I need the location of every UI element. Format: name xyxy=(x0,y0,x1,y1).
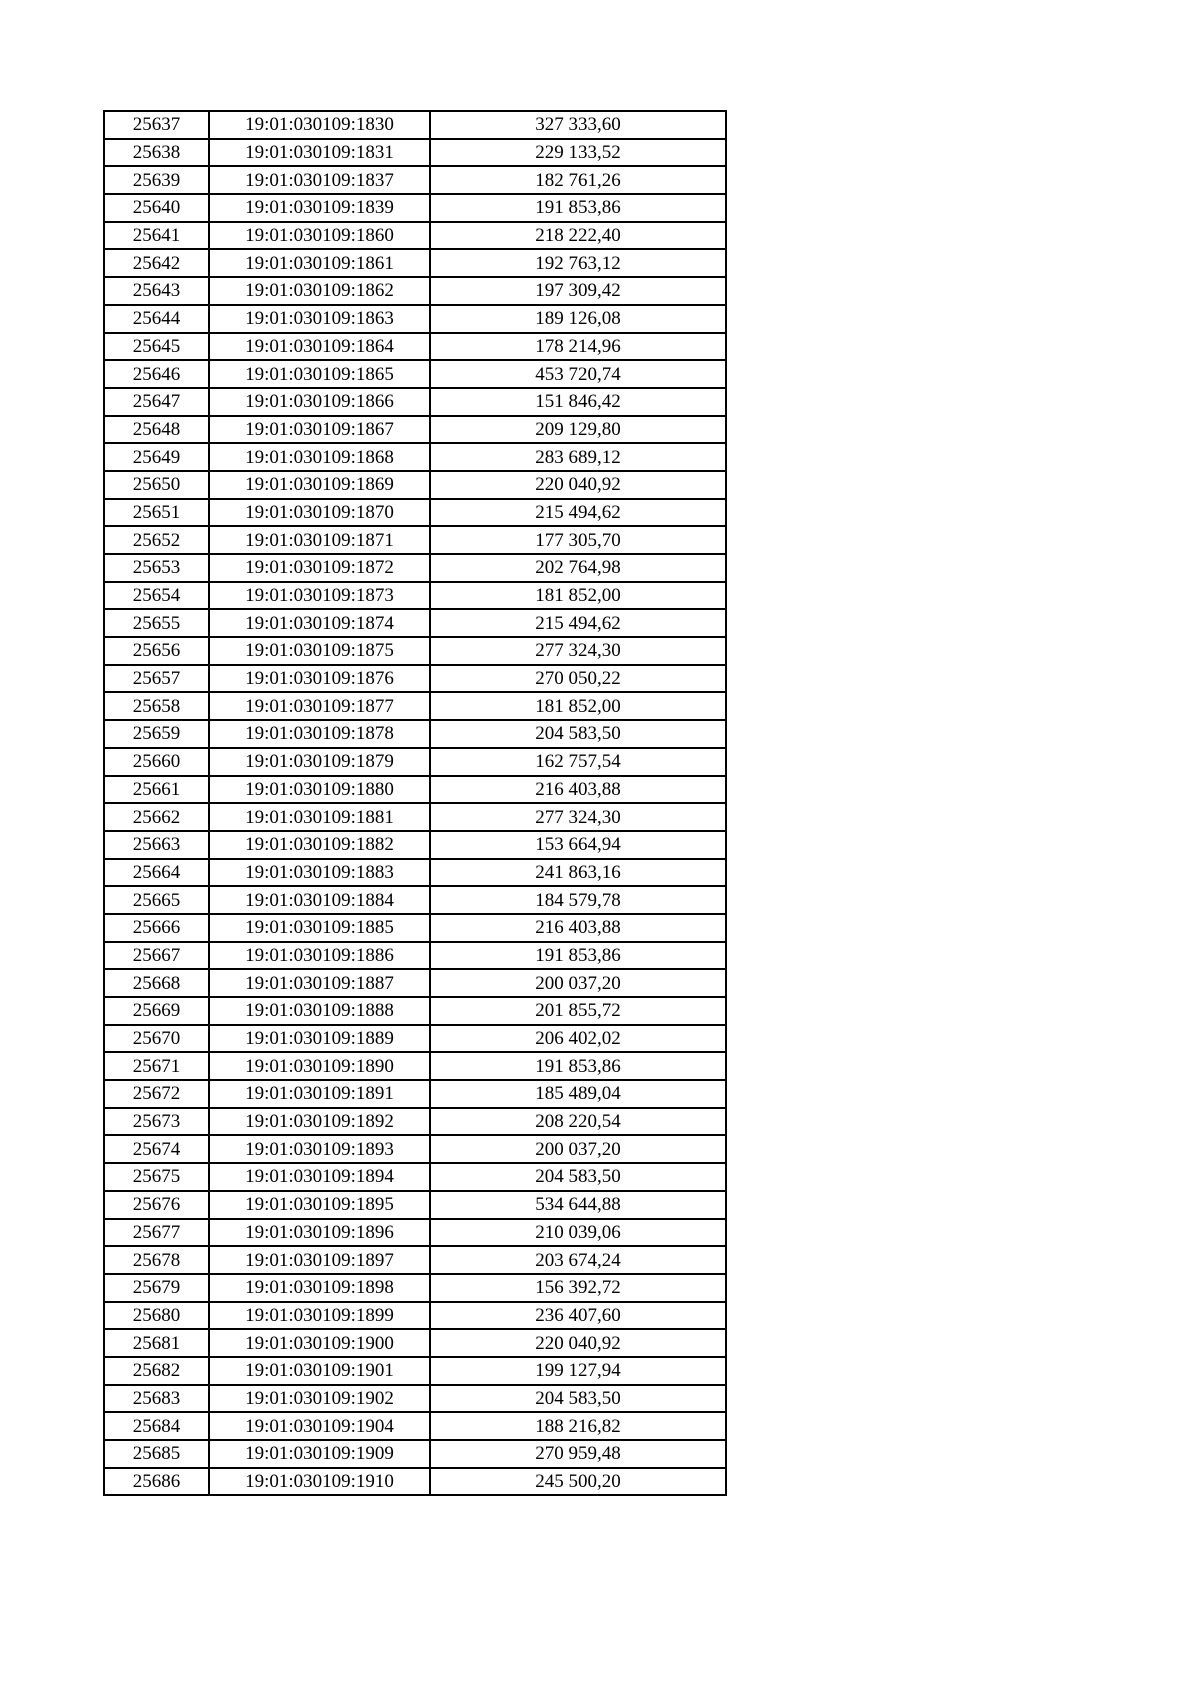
value-cell: 151 846,42 xyxy=(430,388,726,416)
row-number-cell: 25665 xyxy=(104,886,209,914)
table-row xyxy=(104,388,726,416)
cadastral-number-cell: 19:01:030109:1861 xyxy=(209,249,430,277)
cadastral-number-cell: 19:01:030109:1897 xyxy=(209,1246,430,1274)
cadastral-number-cell: 19:01:030109:1909 xyxy=(209,1440,430,1468)
table-row xyxy=(104,526,726,554)
row-number-cell: 25639 xyxy=(104,166,209,194)
row-number-cell: 25679 xyxy=(104,1274,209,1302)
row-number-cell: 25669 xyxy=(104,997,209,1025)
table-row xyxy=(104,333,726,361)
row-number-cell: 25657 xyxy=(104,665,209,693)
row-number-cell: 25667 xyxy=(104,942,209,970)
row-number-cell: 25662 xyxy=(104,803,209,831)
row-number-cell: 25652 xyxy=(104,526,209,554)
value-cell: 181 852,00 xyxy=(430,692,726,720)
row-number-cell: 25649 xyxy=(104,443,209,471)
value-cell: 277 324,30 xyxy=(430,803,726,831)
table-row xyxy=(104,748,726,776)
table-row xyxy=(104,886,726,914)
cadastral-number-cell: 19:01:030109:1872 xyxy=(209,554,430,582)
value-cell: 188 216,82 xyxy=(430,1412,726,1440)
table-row xyxy=(104,249,726,277)
table-row xyxy=(104,1219,726,1247)
cadastral-number-cell: 19:01:030109:1877 xyxy=(209,692,430,720)
table-row xyxy=(104,194,726,222)
table-row xyxy=(104,1440,726,1468)
row-number-cell: 25660 xyxy=(104,748,209,776)
table-row xyxy=(104,969,726,997)
cadastral-number-cell: 19:01:030109:1875 xyxy=(209,637,430,665)
table-row xyxy=(104,1135,726,1163)
row-number-cell: 25681 xyxy=(104,1329,209,1357)
cadastral-number-cell: 19:01:030109:1890 xyxy=(209,1052,430,1080)
value-cell: 245 500,20 xyxy=(430,1468,726,1496)
table-row xyxy=(104,1329,726,1357)
value-cell: 283 689,12 xyxy=(430,443,726,471)
value-cell: 178 214,96 xyxy=(430,333,726,361)
cadastral-number-cell: 19:01:030109:1902 xyxy=(209,1385,430,1413)
row-number-cell: 25666 xyxy=(104,914,209,942)
table-row xyxy=(104,1080,726,1108)
row-number-cell: 25677 xyxy=(104,1219,209,1247)
table-row xyxy=(104,471,726,499)
value-cell: 191 853,86 xyxy=(430,942,726,970)
value-cell: 201 855,72 xyxy=(430,997,726,1025)
row-number-cell: 25643 xyxy=(104,277,209,305)
row-number-cell: 25661 xyxy=(104,776,209,804)
value-cell: 199 127,94 xyxy=(430,1357,726,1385)
cadastral-number-cell: 19:01:030109:1885 xyxy=(209,914,430,942)
value-cell: 153 664,94 xyxy=(430,831,726,859)
cadastral-number-cell: 19:01:030109:1837 xyxy=(209,166,430,194)
cadastral-number-cell: 19:01:030109:1889 xyxy=(209,1025,430,1053)
cadastral-number-cell: 19:01:030109:1898 xyxy=(209,1274,430,1302)
value-cell: 209 129,80 xyxy=(430,416,726,444)
row-number-cell: 25651 xyxy=(104,499,209,527)
value-cell: 215 494,62 xyxy=(430,499,726,527)
cadastral-number-cell: 19:01:030109:1899 xyxy=(209,1302,430,1330)
table-row xyxy=(104,305,726,333)
cadastral-number-cell: 19:01:030109:1865 xyxy=(209,360,430,388)
value-cell: 203 674,24 xyxy=(430,1246,726,1274)
cadastral-number-cell: 19:01:030109:1830 xyxy=(209,111,430,139)
row-number-cell: 25654 xyxy=(104,582,209,610)
value-cell: 197 309,42 xyxy=(430,277,726,305)
value-cell: 220 040,92 xyxy=(430,471,726,499)
table-row xyxy=(104,1163,726,1191)
row-number-cell: 25682 xyxy=(104,1357,209,1385)
table-row xyxy=(104,443,726,471)
table-row xyxy=(104,997,726,1025)
cadastral-number-cell: 19:01:030109:1870 xyxy=(209,499,430,527)
row-number-cell: 25678 xyxy=(104,1246,209,1274)
row-number-cell: 25642 xyxy=(104,249,209,277)
value-cell: 204 583,50 xyxy=(430,1163,726,1191)
cadastral-number-cell: 19:01:030109:1893 xyxy=(209,1135,430,1163)
row-number-cell: 25638 xyxy=(104,139,209,167)
row-number-cell: 25648 xyxy=(104,416,209,444)
value-cell: 206 402,02 xyxy=(430,1025,726,1053)
table-row xyxy=(104,222,726,250)
cadastral-number-cell: 19:01:030109:1901 xyxy=(209,1357,430,1385)
row-number-cell: 25641 xyxy=(104,222,209,250)
table-row xyxy=(104,1052,726,1080)
cadastral-value-table xyxy=(103,110,727,1496)
table-row xyxy=(104,166,726,194)
row-number-cell: 25645 xyxy=(104,333,209,361)
value-cell: 191 853,86 xyxy=(430,1052,726,1080)
value-cell: 236 407,60 xyxy=(430,1302,726,1330)
table-row xyxy=(104,720,726,748)
cadastral-number-cell: 19:01:030109:1886 xyxy=(209,942,430,970)
cadastral-number-cell: 19:01:030109:1880 xyxy=(209,776,430,804)
table-row xyxy=(104,582,726,610)
row-number-cell: 25684 xyxy=(104,1412,209,1440)
cadastral-number-cell: 19:01:030109:1871 xyxy=(209,526,430,554)
cadastral-number-cell: 19:01:030109:1884 xyxy=(209,886,430,914)
value-cell: 534 644,88 xyxy=(430,1191,726,1219)
table-row xyxy=(104,692,726,720)
value-cell: 270 050,22 xyxy=(430,665,726,693)
cadastral-number-cell: 19:01:030109:1868 xyxy=(209,443,430,471)
value-cell: 156 392,72 xyxy=(430,1274,726,1302)
value-cell: 453 720,74 xyxy=(430,360,726,388)
table-row xyxy=(104,360,726,388)
value-cell: 270 959,48 xyxy=(430,1440,726,1468)
table-row xyxy=(104,859,726,887)
cadastral-number-cell: 19:01:030109:1869 xyxy=(209,471,430,499)
cadastral-number-cell: 19:01:030109:1866 xyxy=(209,388,430,416)
cadastral-number-cell: 19:01:030109:1896 xyxy=(209,1219,430,1247)
table-row xyxy=(104,914,726,942)
cadastral-number-cell: 19:01:030109:1895 xyxy=(209,1191,430,1219)
value-cell: 192 763,12 xyxy=(430,249,726,277)
cadastral-number-cell: 19:01:030109:1888 xyxy=(209,997,430,1025)
value-cell: 218 222,40 xyxy=(430,222,726,250)
row-number-cell: 25656 xyxy=(104,637,209,665)
row-number-cell: 25664 xyxy=(104,859,209,887)
row-number-cell: 25673 xyxy=(104,1108,209,1136)
value-cell: 327 333,60 xyxy=(430,111,726,139)
table-row xyxy=(104,1108,726,1136)
row-number-cell: 25650 xyxy=(104,471,209,499)
table-row xyxy=(104,1025,726,1053)
value-cell: 210 039,06 xyxy=(430,1219,726,1247)
value-cell: 191 853,86 xyxy=(430,194,726,222)
row-number-cell: 25640 xyxy=(104,194,209,222)
table-row xyxy=(104,665,726,693)
row-number-cell: 25685 xyxy=(104,1440,209,1468)
table-body xyxy=(104,111,726,1495)
value-cell: 177 305,70 xyxy=(430,526,726,554)
value-cell: 241 863,16 xyxy=(430,859,726,887)
value-cell: 277 324,30 xyxy=(430,637,726,665)
table-row xyxy=(104,1191,726,1219)
table-row xyxy=(104,803,726,831)
value-cell: 202 764,98 xyxy=(430,554,726,582)
cadastral-number-cell: 19:01:030109:1879 xyxy=(209,748,430,776)
value-cell: 181 852,00 xyxy=(430,582,726,610)
table-row xyxy=(104,416,726,444)
row-number-cell: 25653 xyxy=(104,554,209,582)
table-row xyxy=(104,111,726,139)
value-cell: 229 133,52 xyxy=(430,139,726,167)
cadastral-number-cell: 19:01:030109:1894 xyxy=(209,1163,430,1191)
table-row xyxy=(104,637,726,665)
value-cell: 184 579,78 xyxy=(430,886,726,914)
row-number-cell: 25646 xyxy=(104,360,209,388)
value-cell: 208 220,54 xyxy=(430,1108,726,1136)
value-cell: 215 494,62 xyxy=(430,609,726,637)
value-cell: 189 126,08 xyxy=(430,305,726,333)
table-row xyxy=(104,1274,726,1302)
row-number-cell: 25670 xyxy=(104,1025,209,1053)
value-cell: 185 489,04 xyxy=(430,1080,726,1108)
value-cell: 204 583,50 xyxy=(430,1385,726,1413)
cadastral-number-cell: 19:01:030109:1860 xyxy=(209,222,430,250)
value-cell: 216 403,88 xyxy=(430,914,726,942)
row-number-cell: 25676 xyxy=(104,1191,209,1219)
table-row xyxy=(104,1246,726,1274)
row-number-cell: 25686 xyxy=(104,1468,209,1496)
table-row xyxy=(104,139,726,167)
value-cell: 200 037,20 xyxy=(430,969,726,997)
table-row xyxy=(104,1302,726,1330)
table-row xyxy=(104,1468,726,1496)
value-cell: 220 040,92 xyxy=(430,1329,726,1357)
cadastral-number-cell: 19:01:030109:1892 xyxy=(209,1108,430,1136)
row-number-cell: 25680 xyxy=(104,1302,209,1330)
row-number-cell: 25674 xyxy=(104,1135,209,1163)
row-number-cell: 25644 xyxy=(104,305,209,333)
table-row xyxy=(104,831,726,859)
row-number-cell: 25672 xyxy=(104,1080,209,1108)
cadastral-number-cell: 19:01:030109:1891 xyxy=(209,1080,430,1108)
cadastral-number-cell: 19:01:030109:1887 xyxy=(209,969,430,997)
row-number-cell: 25671 xyxy=(104,1052,209,1080)
cadastral-number-cell: 19:01:030109:1878 xyxy=(209,720,430,748)
table-row xyxy=(104,1357,726,1385)
table-row xyxy=(104,1412,726,1440)
cadastral-number-cell: 19:01:030109:1882 xyxy=(209,831,430,859)
value-cell: 162 757,54 xyxy=(430,748,726,776)
cadastral-number-cell: 19:01:030109:1876 xyxy=(209,665,430,693)
value-cell: 204 583,50 xyxy=(430,720,726,748)
value-cell: 182 761,26 xyxy=(430,166,726,194)
row-number-cell: 25637 xyxy=(104,111,209,139)
table-row xyxy=(104,609,726,637)
row-number-cell: 25659 xyxy=(104,720,209,748)
row-number-cell: 25658 xyxy=(104,692,209,720)
table-row xyxy=(104,1385,726,1413)
row-number-cell: 25663 xyxy=(104,831,209,859)
cadastral-number-cell: 19:01:030109:1910 xyxy=(209,1468,430,1496)
row-number-cell: 25647 xyxy=(104,388,209,416)
table-row xyxy=(104,942,726,970)
cadastral-number-cell: 19:01:030109:1862 xyxy=(209,277,430,305)
row-number-cell: 25668 xyxy=(104,969,209,997)
cadastral-number-cell: 19:01:030109:1839 xyxy=(209,194,430,222)
value-cell: 200 037,20 xyxy=(430,1135,726,1163)
cadastral-number-cell: 19:01:030109:1873 xyxy=(209,582,430,610)
cadastral-number-cell: 19:01:030109:1881 xyxy=(209,803,430,831)
cadastral-number-cell: 19:01:030109:1864 xyxy=(209,333,430,361)
cadastral-number-cell: 19:01:030109:1831 xyxy=(209,139,430,167)
cadastral-number-cell: 19:01:030109:1904 xyxy=(209,1412,430,1440)
table-row xyxy=(104,554,726,582)
table-row xyxy=(104,776,726,804)
row-number-cell: 25675 xyxy=(104,1163,209,1191)
cadastral-number-cell: 19:01:030109:1900 xyxy=(209,1329,430,1357)
table-row xyxy=(104,277,726,305)
row-number-cell: 25655 xyxy=(104,609,209,637)
table-row xyxy=(104,499,726,527)
cadastral-number-cell: 19:01:030109:1867 xyxy=(209,416,430,444)
row-number-cell: 25683 xyxy=(104,1385,209,1413)
cadastral-number-cell: 19:01:030109:1883 xyxy=(209,859,430,887)
cadastral-number-cell: 19:01:030109:1874 xyxy=(209,609,430,637)
value-cell: 216 403,88 xyxy=(430,776,726,804)
cadastral-number-cell: 19:01:030109:1863 xyxy=(209,305,430,333)
